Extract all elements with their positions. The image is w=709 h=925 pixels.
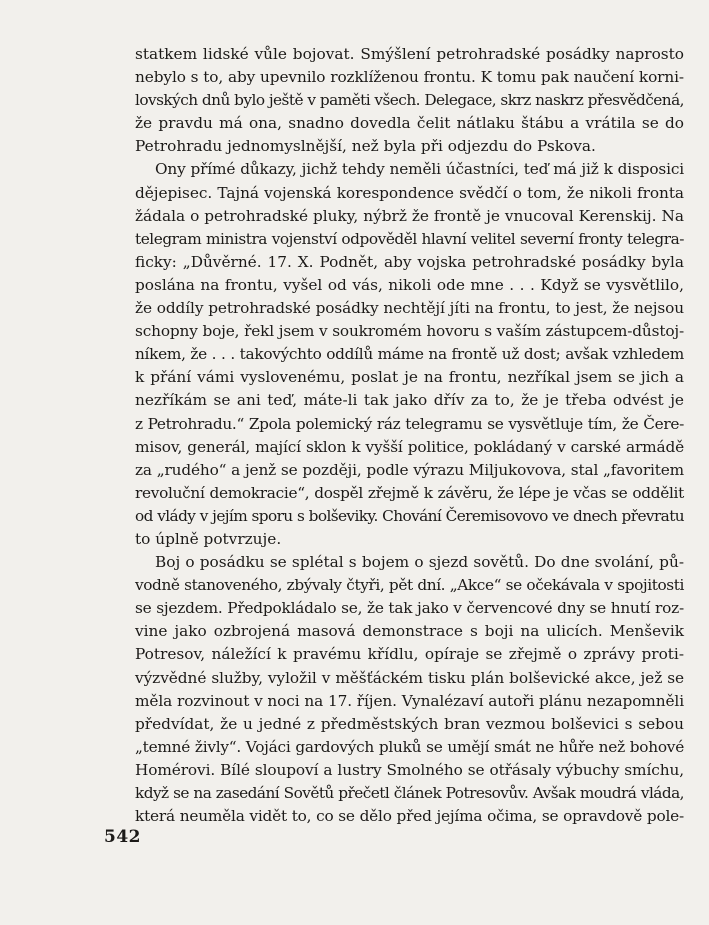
- text-line: že pravdu má ona, snadno dovedla čelit nátlaku štábu a vrátila se do: [135, 114, 684, 133]
- text-line: z Petrohradu.“ Zpola polemický ráz telegramu se vysvětluje tím, že Čere-: [135, 414, 684, 433]
- text-line: měla rozvinout v noci na 17. říjen. Vynalézaví autoři plánu nezapomněli: [135, 691, 684, 710]
- text-line: níkem, že . . . takovýchto oddílů máme na frontě už dost; avšak vzhledem: [135, 345, 684, 364]
- text-line: že oddíly petrohradské posádky nechtějí jíti na frontu, to jest, že nejsou: [135, 299, 684, 318]
- text-line: od vlády v jejím sporu s bolševiky. Chování Čeremisovovo ve dnech převratu: [135, 506, 684, 525]
- text-line: telegram ministra vojenství odpověděl hlavní velitel severní fronty telegra-: [135, 229, 684, 248]
- body-text: [135, 43, 684, 828]
- text-line: výzvědné služby, vyložil v měšťáckém tisku plán bolševické akce, jež se: [135, 668, 684, 687]
- text-line: za „rudého“ a jenž se později, podle výrazu Miljukovova, stal „favoritem: [135, 460, 684, 479]
- text-line: k přání vámi vyslovenému, poslat je na frontu, nezříkal jsem se jich a: [135, 368, 684, 387]
- text-line: vodně stanoveného, zbývaly čtyři, pět dní. „Akce“ se očekávala v spojitosti: [135, 576, 684, 595]
- text-line: dějepisec. Tajná vojenská korespondence svědčí o tom, že nikoli fronta: [135, 183, 684, 202]
- text-line: statkem lidské vůle bojovat. Smýšlení petrohradské posádky naprosto: [135, 45, 684, 63]
- text-line: lovských dnů bylo ještě v paměti všech. Delegace, skrz naskrz přesvědčená,: [135, 91, 684, 110]
- text-line: Homérovi. Bílé sloupoví a lustry Smolného se otřásaly výbuchy smíchu,: [135, 760, 684, 779]
- text-line: revoluční demokracie“, dospěl zřejmě k závěru, že lépe je včas se oddělit: [135, 483, 684, 502]
- text-line: která neuměla vidět to, co se dělo před jejíma očima, se opravdově pole-: [135, 807, 684, 826]
- paragraph-start-line: Ony přímé důkazy, jichž tehdy neměli účastníci, teď má již k disposici: [155, 160, 684, 179]
- text-line: schopny boje, řekl jsem v soukromém hovoru s vaším zástupcem-důstoj-: [135, 322, 684, 341]
- text-line: nezříkám se ani teď, máte-li tak jako dřív za to, že je třeba odvést je: [135, 391, 684, 410]
- text-line: předvídat, že u jedné z předměstských bran vezmou bolševici s sebou: [135, 714, 684, 733]
- text-line: to úplně potvrzuje.: [135, 529, 282, 548]
- text-line: nebylo s to, aby upevnilo rozklíženou frontu. K tomu pak naučení korni-: [135, 68, 684, 87]
- page-number: 542: [104, 827, 141, 847]
- paragraph-start-line: Boj o posádku se splétal s bojem o sjezd sovětů. Do dne svolání, pů-: [155, 553, 684, 572]
- text-line: Petrohradu jednomyslnější, než byla při odjezdu do Pskova.: [135, 137, 596, 156]
- text-line: misov, generál, mající sklon k vyšší politice, pokládaný v carské armádě: [135, 437, 684, 456]
- text-line: vine jako ozbrojená masová demonstrace s boji na ulicích. Menševik: [135, 622, 684, 641]
- text-line: ficky: „Důvěrné. 17. X. Podnět, aby vojska petrohradské posádky byla: [135, 252, 684, 271]
- text-line: se sjezdem. Předpokládalo se, že tak jako v červencové dny se hnutí roz-: [135, 599, 684, 618]
- text-line: když se na zasedání Sovětů přečetl článek Potresovův. Avšak moudrá vláda,: [135, 784, 684, 802]
- text-line: Potresov, náležící k pravému křídlu, opíraje se zřejmě o zprávy proti-: [135, 645, 684, 664]
- text-line: žádala o petrohradské pluky, nýbrž že frontě je vnucoval Kerenskij. Na: [135, 206, 684, 225]
- text-line: poslána na frontu, vyšel od vás, nikoli ode mne . . . Když se vysvětlilo,: [135, 275, 684, 294]
- text-line: „temné živly“. Vojáci gardových pluků se umějí smát ne hůře než bohové: [135, 737, 684, 756]
